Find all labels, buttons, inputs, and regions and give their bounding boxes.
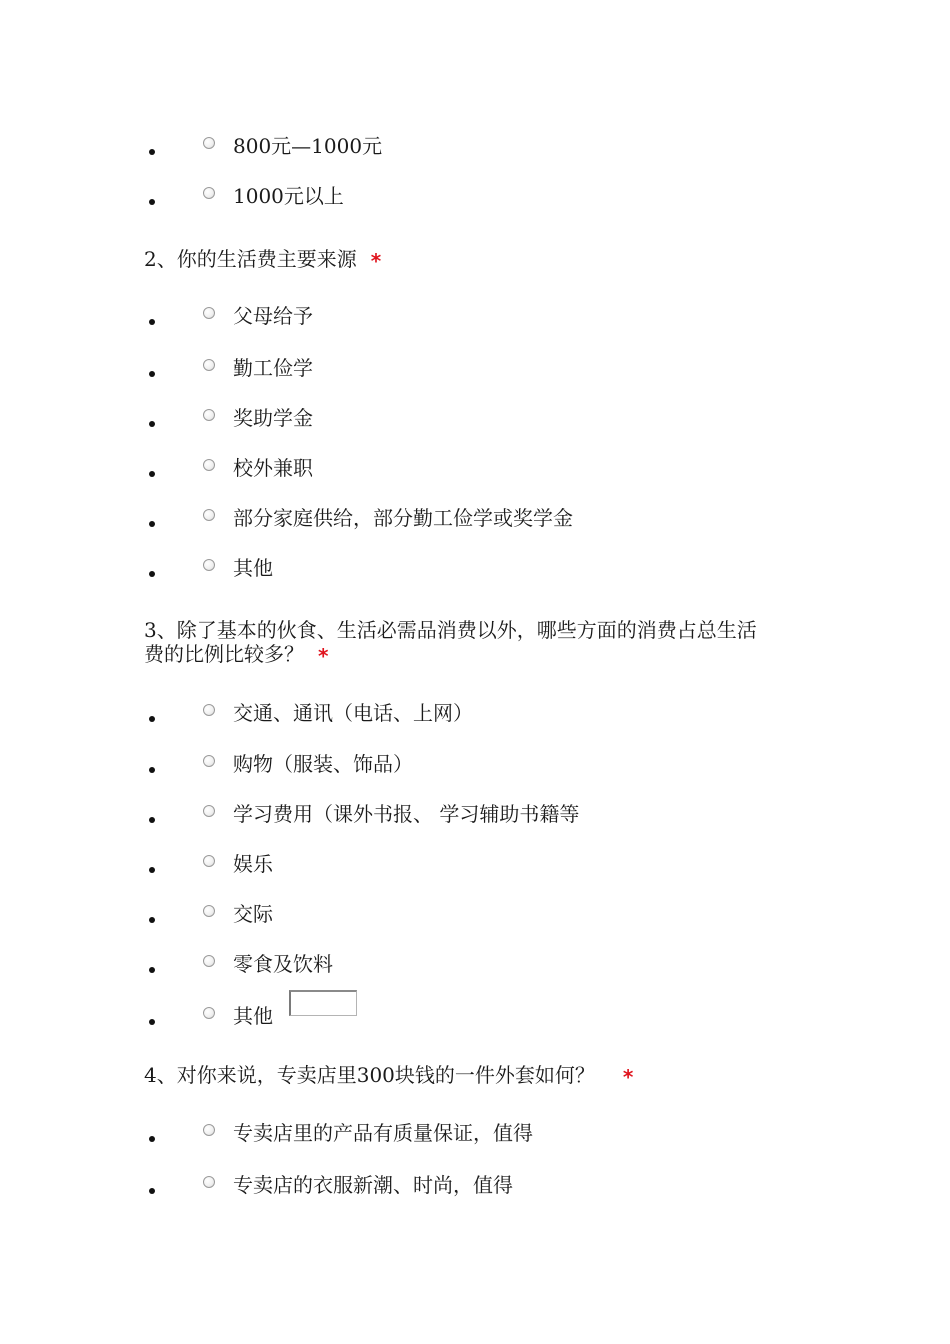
bullet-icon [149,319,155,325]
q3-option-6[interactable] [0,952,950,989]
bullet-icon [149,767,155,773]
question-4-title [144,1063,633,1088]
q2-option-3[interactable] [0,406,950,443]
required-star: * [370,249,382,273]
bullet-icon [149,817,155,823]
radio-button-icon[interactable] [203,409,215,421]
radio-button-icon[interactable] [203,905,215,917]
q3-option-1[interactable] [0,701,950,738]
question-3-title-line1: 3、除了基本的伙食、生活必需品消费以外，哪些方面的消费占总生活 [144,618,757,642]
other-text-input[interactable] [289,990,357,1016]
option-label: 娱乐 [233,852,273,876]
q3-option-2[interactable] [0,752,950,789]
q3-option-5[interactable] [0,902,950,939]
option-label: 奖助学金 [233,406,313,430]
option-label: 800元—1000元 [233,134,383,158]
radio-button-icon[interactable] [203,137,215,149]
q4-option-1[interactable] [0,1121,950,1158]
option-label: 零食及饮料 [233,952,333,976]
radio-button-icon[interactable] [203,704,215,716]
radio-button-icon[interactable] [203,459,215,471]
bullet-icon [149,521,155,527]
required-star: * [622,1065,634,1089]
bullet-icon [149,571,155,577]
radio-button-icon[interactable] [203,307,215,319]
bullet-icon [149,421,155,427]
option-label: 专卖店里的产品有质量保证，值得 [233,1121,533,1145]
q3-option-3[interactable] [0,802,950,839]
q2-option-2[interactable] [0,356,950,393]
option-label: 学习费用（课外书报、 学习辅助书籍等 [233,802,580,826]
q1-option-2[interactable] [0,184,950,221]
radio-button-icon[interactable] [203,1007,215,1019]
question-3-text: 费的比例比较多？ [144,642,304,666]
option-label: 交通、通讯（电话、上网） [233,701,473,725]
option-label: 交际 [233,902,273,926]
q3-option-7[interactable] [0,1004,950,1041]
bullet-icon [149,867,155,873]
option-label: 其他 [233,556,273,580]
bullet-icon [149,1136,155,1142]
bullet-icon [149,471,155,477]
q4-option-2[interactable] [0,1173,950,1210]
question-2-text: 2、你的生活费主要来源 [144,247,357,271]
radio-button-icon[interactable] [203,955,215,967]
required-star: * [318,644,329,668]
bullet-icon [149,371,155,377]
option-label: 专卖店的衣服新潮、时尚，值得 [233,1173,513,1197]
radio-button-icon[interactable] [203,755,215,767]
option-label: 勤工俭学 [233,356,313,380]
bullet-icon [149,967,155,973]
radio-button-icon[interactable] [203,1176,215,1188]
bullet-icon [149,1019,155,1025]
option-label: 校外兼职 [233,456,313,480]
q2-option-5[interactable] [0,506,950,543]
radio-button-icon[interactable] [203,359,215,371]
q3-option-4[interactable] [0,852,950,889]
bullet-icon [149,716,155,722]
option-label: 1000元以上 [233,184,344,208]
option-label: 其他 [233,1004,273,1028]
q1-option-1[interactable] [0,134,950,171]
q2-option-1[interactable] [0,304,950,341]
radio-button-icon[interactable] [203,509,215,521]
bullet-icon [149,199,155,205]
option-label: 父母给予 [233,304,313,328]
q2-option-4[interactable] [0,456,950,493]
radio-button-icon[interactable] [203,187,215,199]
radio-button-icon[interactable] [203,1124,215,1136]
radio-button-icon[interactable] [203,559,215,571]
question-4-text: 4、对你来说，专卖店里300块钱的一件外套如何？ [144,1063,595,1087]
bullet-icon [149,149,155,155]
q2-option-6[interactable] [0,556,950,593]
question-3-title-line2 [144,642,328,667]
option-label: 部分家庭供给，部分勤工俭学或奖学金 [233,506,573,530]
option-label: 购物（服装、饰品） [233,752,413,776]
question-2-title [144,247,381,272]
radio-button-icon[interactable] [203,805,215,817]
bullet-icon [149,917,155,923]
bullet-icon [149,1188,155,1194]
radio-button-icon[interactable] [203,855,215,867]
